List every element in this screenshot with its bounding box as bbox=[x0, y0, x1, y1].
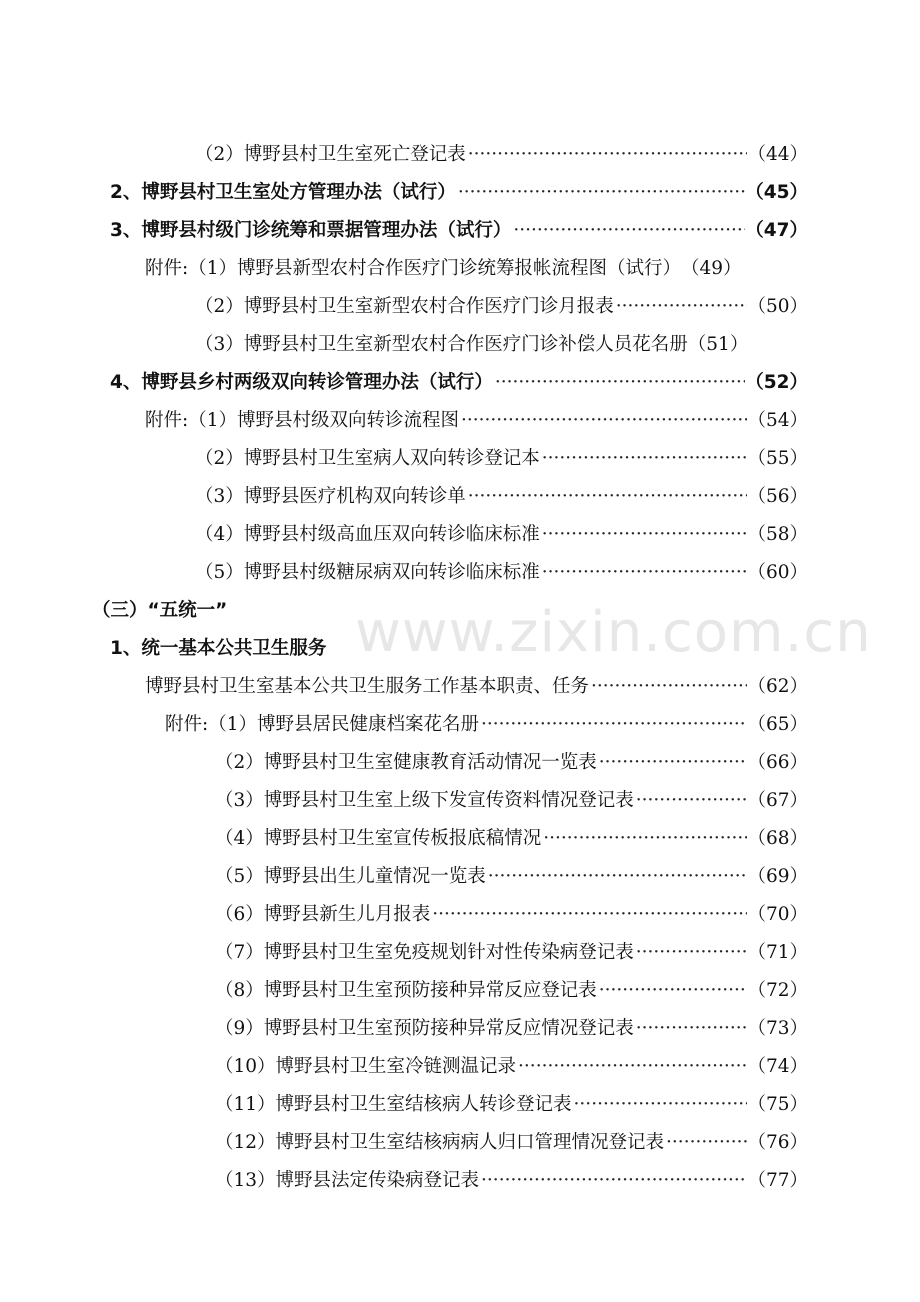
toc-entry-title: （3）博野县医疗机构双向转诊单 bbox=[195, 486, 466, 507]
toc-entry bbox=[215, 1090, 808, 1120]
toc-entry bbox=[215, 1166, 808, 1196]
watermark: www.zixin.com.cn bbox=[355, 600, 872, 665]
toc-entry bbox=[215, 976, 808, 1006]
toc-entry-title: （11）博野县村卫生室结核病人转诊登记表 bbox=[215, 1094, 572, 1115]
toc-leader-dots bbox=[634, 938, 748, 968]
subsection-heading: 1、统一基本公共卫生服务 bbox=[110, 638, 327, 659]
toc-entry bbox=[215, 1052, 808, 1082]
toc-entry-title: 附件:（1）博野县居民健康档案花名册 bbox=[165, 714, 480, 735]
toc-entry-title: 2、博野县村卫生室处方管理办法（试行） bbox=[110, 182, 456, 203]
toc-leader-dots bbox=[597, 748, 748, 778]
toc-leader-dots bbox=[516, 1052, 747, 1082]
toc-entry bbox=[165, 710, 808, 740]
toc-entry-title: （7）博野县村卫生室免疫规划针对性传染病登记表 bbox=[215, 942, 634, 963]
toc-entry-title: 博野县村卫生室基本公共卫生服务工作基本职责、任务 bbox=[145, 676, 590, 697]
toc-page-number: （62） bbox=[747, 676, 808, 697]
toc-leader-dots bbox=[589, 672, 747, 702]
toc-entry bbox=[215, 1128, 808, 1158]
toc-page-number: （75） bbox=[747, 1094, 808, 1115]
toc-page-number: （68） bbox=[747, 828, 808, 849]
toc-entry bbox=[110, 178, 808, 208]
toc-entry bbox=[215, 900, 808, 930]
toc-leader-dots bbox=[634, 1014, 748, 1044]
toc-page-number: （52） bbox=[745, 372, 808, 393]
toc-page-number: （49） bbox=[681, 258, 742, 279]
toc-entry-title: 3、博野县村级门诊统筹和票据管理办法（试行） bbox=[110, 220, 512, 241]
toc-page-number: （72） bbox=[747, 980, 808, 1001]
toc-page-number: （70） bbox=[747, 904, 808, 925]
toc-entry-title: （9）博野县村卫生室预防接种异常反应情况登记表 bbox=[215, 1018, 634, 1039]
section-heading: （三）“五统一” bbox=[92, 600, 228, 621]
toc-leader-dots bbox=[486, 862, 748, 892]
toc-entry bbox=[215, 1014, 808, 1044]
toc-leader-dots bbox=[540, 520, 748, 550]
toc-page-number: （44） bbox=[747, 144, 808, 165]
toc-leader-dots bbox=[572, 1090, 748, 1120]
toc-entry bbox=[145, 406, 808, 436]
toc-entry bbox=[215, 938, 808, 968]
toc-page-number: （60） bbox=[747, 562, 808, 583]
toc-entry bbox=[195, 482, 808, 512]
toc-page-number: （71） bbox=[747, 942, 808, 963]
toc-entry bbox=[195, 140, 808, 170]
toc-leader-dots bbox=[540, 558, 748, 588]
toc-leader-dots bbox=[479, 710, 747, 740]
toc-page-number: （77） bbox=[747, 1170, 808, 1191]
toc-leader-dots bbox=[466, 482, 748, 512]
toc-entry-title: 附件:（1）博野县新型农村合作医疗门诊统筹报帐流程图（试行） bbox=[145, 258, 682, 279]
toc-entry bbox=[110, 368, 808, 398]
toc-entry bbox=[215, 862, 808, 892]
toc-page-number: （56） bbox=[747, 486, 808, 507]
toc-leader-dots bbox=[541, 824, 747, 854]
toc-entry bbox=[195, 520, 808, 550]
toc-page-number: （50） bbox=[747, 296, 808, 317]
toc-entry-title: （4）博野县村卫生室宣传板报底稿情况 bbox=[215, 828, 542, 849]
toc-page-number: （54） bbox=[747, 410, 808, 431]
toc-leader-dots bbox=[479, 1166, 747, 1196]
toc-entry bbox=[110, 216, 808, 246]
toc-entry-title: （2）博野县村卫生室死亡登记表 bbox=[195, 144, 466, 165]
toc-entry bbox=[215, 786, 808, 816]
toc-entry-title: （13）博野县法定传染病登记表 bbox=[215, 1170, 480, 1191]
toc-page-number: （55） bbox=[747, 448, 808, 469]
toc-leader-dots bbox=[459, 406, 747, 436]
toc-leader-dots bbox=[466, 140, 748, 170]
toc-entry-title: 4、博野县乡村两级双向转诊管理办法（试行） bbox=[110, 372, 493, 393]
toc-entry-title: （2）博野县村卫生室病人双向转诊登记本 bbox=[195, 448, 540, 469]
toc-page-number: （66） bbox=[747, 752, 808, 773]
toc-leader-dots bbox=[664, 1128, 747, 1158]
toc-page-number: （73） bbox=[747, 1018, 808, 1039]
toc-entry-title: 附件:（1）博野县村级双向转诊流程图 bbox=[145, 410, 460, 431]
toc-page-number: （58） bbox=[747, 524, 808, 545]
toc-entry-title: （8）博野县村卫生室预防接种异常反应登记表 bbox=[215, 980, 597, 1001]
toc-entry-title: （4）博野县村级高血压双向转诊临床标准 bbox=[195, 524, 540, 545]
toc-page-number: （74） bbox=[747, 1056, 808, 1077]
toc-leader-dots bbox=[634, 786, 748, 816]
toc-entry-title: （3）博野县村卫生室上级下发宣传资料情况登记表 bbox=[215, 790, 634, 811]
toc-entry bbox=[215, 824, 808, 854]
toc-entry-title: （3）博野县村卫生室新型农村合作医疗门诊补偿人员花名册 bbox=[195, 334, 688, 355]
toc-entry bbox=[195, 292, 808, 322]
toc-entry-title: （5）博野县村级糖尿病双向转诊临床标准 bbox=[195, 562, 540, 583]
toc-entry-title: （6）博野县新生儿月报表 bbox=[215, 904, 431, 925]
toc-entry bbox=[195, 444, 808, 474]
toc-entry-title: （2）博野县村卫生室新型农村合作医疗门诊月报表 bbox=[195, 296, 614, 317]
toc-entry bbox=[195, 330, 808, 360]
toc-leader-dots bbox=[597, 976, 748, 1006]
toc-page-number: （76） bbox=[747, 1132, 808, 1153]
toc-entry bbox=[145, 254, 808, 284]
toc-leader-dots bbox=[430, 900, 747, 930]
toc-entry-title: （2）博野县村卫生室健康教育活动情况一览表 bbox=[215, 752, 597, 773]
toc-leader-dots bbox=[540, 444, 748, 474]
toc-entry-title: （5）博野县出生儿童情况一览表 bbox=[215, 866, 486, 887]
toc-entry bbox=[195, 558, 808, 588]
toc-leader-dots bbox=[614, 292, 748, 322]
toc-leader-dots bbox=[511, 216, 745, 246]
toc-page-number: （47） bbox=[745, 220, 808, 241]
toc-entry bbox=[145, 672, 808, 702]
toc-leader-dots bbox=[456, 178, 745, 208]
toc-page-number: （45） bbox=[745, 182, 808, 203]
toc-entry-title: （10）博野县村卫生室冷链测温记录 bbox=[215, 1056, 517, 1077]
toc-page-number: （69） bbox=[747, 866, 808, 887]
toc-entry bbox=[215, 748, 808, 778]
toc-leader-dots bbox=[493, 368, 745, 398]
toc-page-number: （67） bbox=[747, 790, 808, 811]
toc-page-number: （65） bbox=[747, 714, 808, 735]
toc-page-number: （51） bbox=[687, 334, 749, 355]
toc-entry-title: （12）博野县村卫生室结核病病人归口管理情况登记表 bbox=[215, 1132, 665, 1153]
